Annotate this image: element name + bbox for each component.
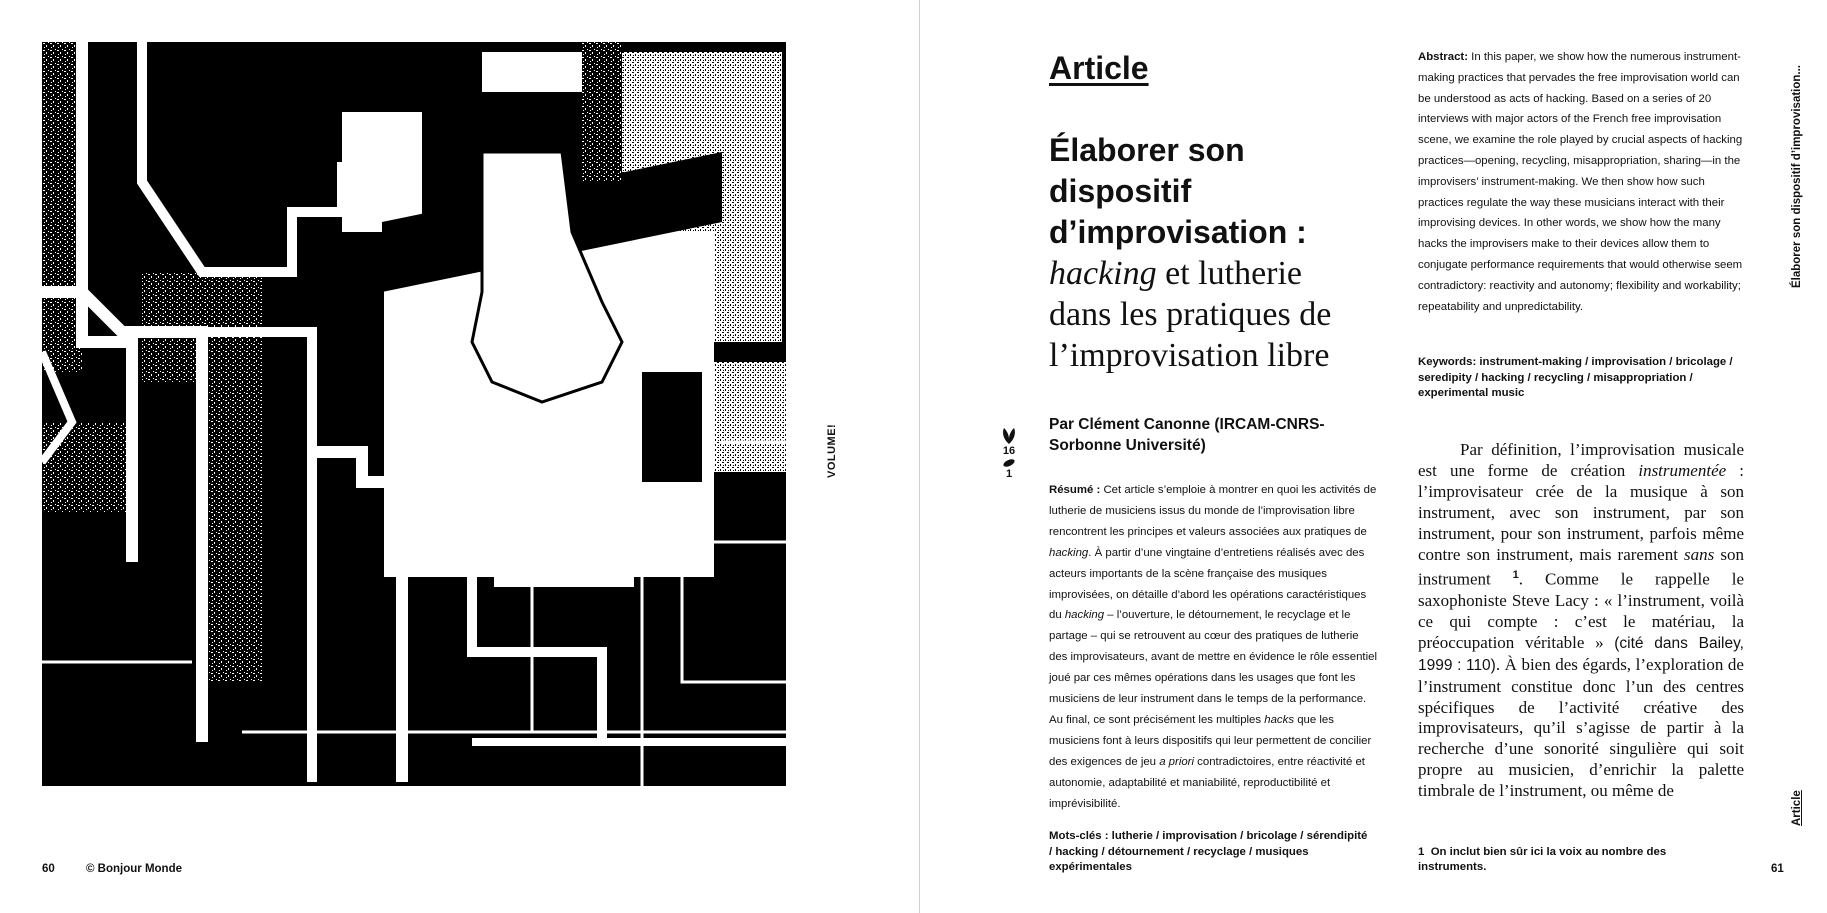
title-line: l’improvisation libre [1049, 337, 1330, 374]
resume-italic: hacking [1049, 546, 1089, 559]
running-head: Élaborer son dispositif d’improvisation... [1791, 64, 1803, 288]
seed-icon [1002, 458, 1016, 468]
book-spine [919, 0, 920, 913]
footnote [1418, 845, 1728, 875]
body-italic: sans [1684, 544, 1715, 564]
image-credit: © Bonjour Monde [86, 863, 182, 875]
resume-text: . À partir d’une vingtaine d’entretiens réalisés avec des acteurs importants de la scène française des musiques improvisées, on détaille d’abord les opérations caractéristiques du [1049, 546, 1367, 622]
english-keywords: Keywords: instrument-making / improvisation / bricolage / seredipity / hacking / recycling / misappropriation / experimental music [1418, 356, 1733, 399]
leaf-icon [1001, 427, 1017, 445]
footnote-text: On inclut bien sûr ici la voix au nombre des instruments. [1418, 846, 1667, 873]
title-line: dans les pratiques de [1049, 296, 1332, 333]
title-line: d’improvisation : [1049, 214, 1307, 250]
resume-text: que les musiciens font à leurs dispositifs qui leur permettent de concilier des exigences de jeu [1049, 713, 1372, 768]
footnote-number: 1 [1418, 846, 1425, 858]
abstract-paragraph [1418, 47, 1744, 317]
artwork-svg [42, 42, 786, 786]
title-line [1049, 253, 1389, 294]
running-section-label: Article [1791, 790, 1803, 826]
resume-italic: hacks [1264, 713, 1295, 726]
body-paragraph [1418, 440, 1744, 802]
citation: (cité dans Bailey, 1999 : 110) [1418, 634, 1744, 674]
resume-text: Cet article s’emploie à montrer en quoi les activités de lutherie de musiciens issus du monde de l’improvisation libre rencontrent les principes et valeurs associées aux pratiques de [1049, 484, 1377, 538]
resume-paragraph [1049, 480, 1377, 815]
page-number-left: 60 [42, 863, 55, 875]
page-number-right: 61 [1771, 863, 1784, 875]
body-text: Par définition, l’improvisation musicale est une forme de création [1418, 440, 1744, 480]
issue-marker [998, 427, 1020, 481]
issue-subnumber: 1 [1005, 468, 1013, 480]
abstract-artwork [42, 42, 786, 786]
resume-text: contradictoires, entre réactivité et autonomie, adaptabilité et maniabilité, reproductibilité et imprévisibilité. [1049, 755, 1365, 810]
resume-italic: hacking [1064, 609, 1105, 622]
volume-label: VOLUME! [826, 423, 838, 478]
french-keywords: Mots-clés : lutherie / improvisation / bricolage / sérendipité / hacking / détournement / recyclage / musiques expérimentales [1049, 830, 1368, 873]
title-italic: hacking [1049, 255, 1157, 292]
resume-label: Résumé : [1049, 484, 1101, 496]
title-line: Élaborer son [1049, 132, 1245, 168]
abstract-label: Abstract: [1418, 51, 1469, 63]
body-text: : l’improvisateur crée de la musique à son instrument, avec son instrument, par son instrument, pour son instrument, parfois même contre son instrument, mais rarement [1418, 460, 1744, 564]
resume-italic: a priori [1159, 755, 1195, 768]
footnote-reference[interactable]: 1 [1512, 569, 1519, 582]
title-line: dispositif [1049, 173, 1192, 209]
resume-text: – l’ouverture, le détournement, le recyclage et le partage – qui se retrouvent au cœur des pratiques de lutherie des improvisateurs, avant de mettre en évidence le rôle essentiel joué par ces mêmes opérations dans les usages que font les musiciens de leur instrument dans le temps de la performance. Au final, ce sont précisément les multiples [1049, 609, 1377, 726]
author-line: Par Clément Canonne (IRCAM-CNRS-Sorbonne Université) [1049, 416, 1325, 454]
issue-number: 16 [1002, 445, 1016, 457]
abstract-text: In this paper, we show how the numerous instrument-making practices that pervades the free improvisation world can be understood as acts of hacking. Based on a series of 20 interviews with major actors of the French free improvisation scene, we examine the role played by crucial aspects of hacking practices—opening, recycling, misappropriation, sharing—in the improvisers’ instrument-making. We then show how such practices regulate the way these musicians interact with their improvising devices. In other words, we show how the many hacks the improvisers make to their devices allow them to conjugate performance requirements that would otherwise seem contradictory: reactivity and autonomy; flexibility and workability; repeatability and unpredictability. [1418, 51, 1743, 313]
article-title [1049, 130, 1389, 376]
title-line-rest: et lutherie [1156, 255, 1303, 292]
section-label: Article [1049, 50, 1149, 86]
body-text: son instrument [1418, 544, 1744, 590]
body-text: . À bien des égards, l’exploration de l’instrument constitue donc l’un des centres spécifiques de l’activité créative des improvisateurs, qu’il s’agisse de partir à la recherche d’une sonorité singulière qui soit propre au musicien, d’enrichir la palette timbrale de l’instrument, ou même de [1418, 654, 1744, 801]
body-italic: instrumentée [1638, 460, 1727, 480]
body-text: . Comme le rappelle le saxophoniste Steve Lacy : « l’instrument, voilà ce qui compte : c’est le matériau, la préoccupation véritable » [1418, 570, 1744, 652]
